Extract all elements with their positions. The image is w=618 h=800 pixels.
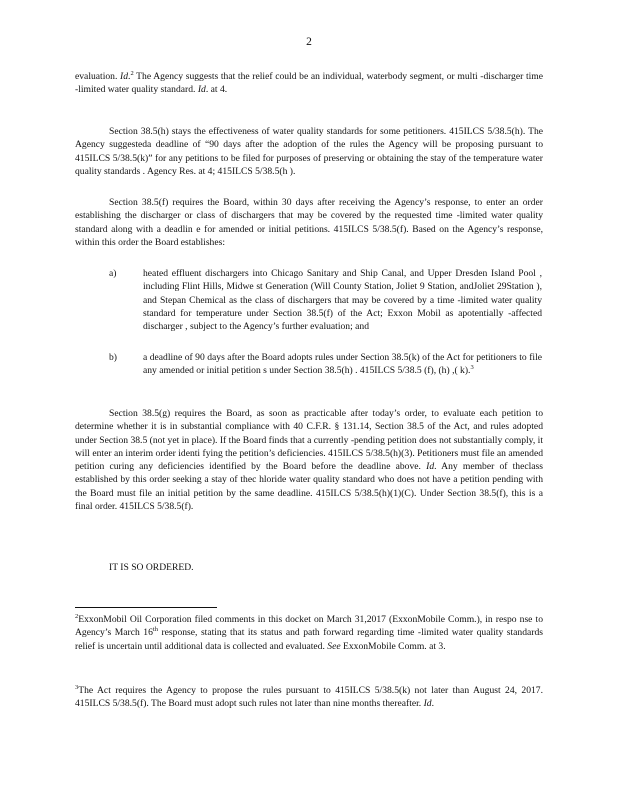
paragraph-evaluation: evaluation. Id.$^2$ The Agency suggests that the relief could be an individual, waterbody segment, or multi -discharger time -limited water quality standard. Id. at 4.	[75, 69, 543, 96]
id-citation: Id	[426, 461, 435, 473]
id-citation: Id	[423, 698, 432, 710]
paragraph-section-38-5-h: Section 38.5(h) stays the effectiveness of water quality standards for some petitioners. 415ILCS 5/38.5(h). The Agency suggesteda deadline of “90 days after the adoption of the rules the Agency will be proposing pursuant to 415ILCS 5/38.5(k)” for any petitions to be filed for purposes of preserving or obtaining the stay of the temperature water quality standards . Agency Res. at 4; 415ILCS 5/38.5(h ).	[75, 126, 543, 177]
p1-text-b: The Agency suggests that the relief could be an individual, waterbody segment, or multi -discharger time -limited water quality standard.	[75, 71, 543, 96]
paragraph-section-38-5-f: Section 38.5(f) requires the Board, within 30 days after receiving the Agency’s response, to enter an order establishing the discharger or class of dischargers that may be covered by the requested time -limited water quality standard along with a deadlin e for amended or initial petitions. 415ILCS 5/38.5(f). Based on the Agency’s response, within this order the Board establishes:	[75, 197, 543, 248]
p1-text-c: . at 4.	[205, 84, 228, 96]
footnote-text-a: ExxonMobil Oil Corporation filed comments in this docket on March 31,2017 (ExxonMobile Comm.), in respo nse to Agency’s March 16	[75, 614, 543, 639]
order-statement: IT IS SO ORDERED.	[109, 562, 194, 573]
footnote-mark: 3	[75, 683, 79, 691]
list-marker: a)	[109, 268, 117, 279]
list-item-b	[109, 351, 542, 378]
footnote-3	[75, 684, 543, 711]
list-item-text: a deadline of 90 days after the Board adopts rules under Section 38.5(k) of the Act for petitioners to file any amended or initial petition s under Section 38.5(h) . 415ILCS 5/38.5 (f), (h) ,( k).	[143, 352, 542, 377]
footnote-divider	[75, 607, 217, 608]
p4-text-b: . Any member of theclass established by this order seeking a stay of thec hloride water quality standard who does not have a petition pending with the Board must file an initial petition by the same deadline. 415ILCS 5/38.5(h)(1)(C). Under Section 38.5(f), this is a final order. 415ILCS 5/38.5(f).	[75, 461, 544, 513]
p4-text-a: Section 38.5(g) requires the Board, as soon as practicable after today’s order, to evaluate each petition to determine whether it is in substantial compliance with 40 C.F.R. § 131.14, Section 38.5 of the Act, and rules adopted under Section 38.5 (not yet in place). If the Board finds that a currently -pending petition does not substantially comply, it will enter an interim order identi fying the petition’s deficiencies. 415ILCS 5/38.5(h)(3). Petitioners must file an amended petition curing any deficiencies identified by the Board before the deadline above.	[75, 408, 543, 473]
page-number: 2	[306, 36, 312, 48]
footnote-2	[75, 613, 543, 653]
footnote-ref-3: 3	[470, 364, 474, 372]
id-citation: Id	[120, 71, 129, 82]
footnote-text-b: .	[431, 698, 435, 710]
list-item-a	[109, 267, 542, 333]
list-item-text: heated effluent dischargers into Chicago Sanitary and Ship Canal, and Upper Dresden Island Pool , including Flint Hills, Midwe st Generation (Will County Station, Joliet 9 Station, andJoliet 29Station ), and Stepan Chemical as the class of dischargers that may be covered by a time -limited water quality standard for temperature under Section 38.5(f) of the Act; Exxon Mobil as apotentially -affected discharger , subject to the Agency’s further evaluation; and	[143, 268, 542, 333]
footnote-ref-2: 2	[130, 69, 134, 77]
footnote-text-a: The Act requires the Agency to propose the rules pursuant to 415ILCS 5/38.5(k) not later than August 24, 2017. 415ILCS 5/38.5(f). The Board must adopt such rules not later than nine months thereafter.	[75, 685, 543, 710]
ordinal-suffix: th	[152, 626, 158, 634]
footnote-text-b: response, stating that its status and path forward regarding time -limited water quality standards relief is uncertain until additional data is collected and evaluated.	[75, 627, 543, 652]
see-signal: See	[327, 640, 341, 652]
footnote-text-c: ExxonMobile Comm. at 3.	[340, 640, 446, 652]
id-citation: Id	[197, 84, 206, 96]
list-marker: b)	[109, 352, 117, 363]
paragraph-section-38-5-g	[75, 407, 543, 513]
p1-text-a: evaluation.	[75, 71, 118, 82]
footnote-mark: 2	[75, 612, 79, 620]
